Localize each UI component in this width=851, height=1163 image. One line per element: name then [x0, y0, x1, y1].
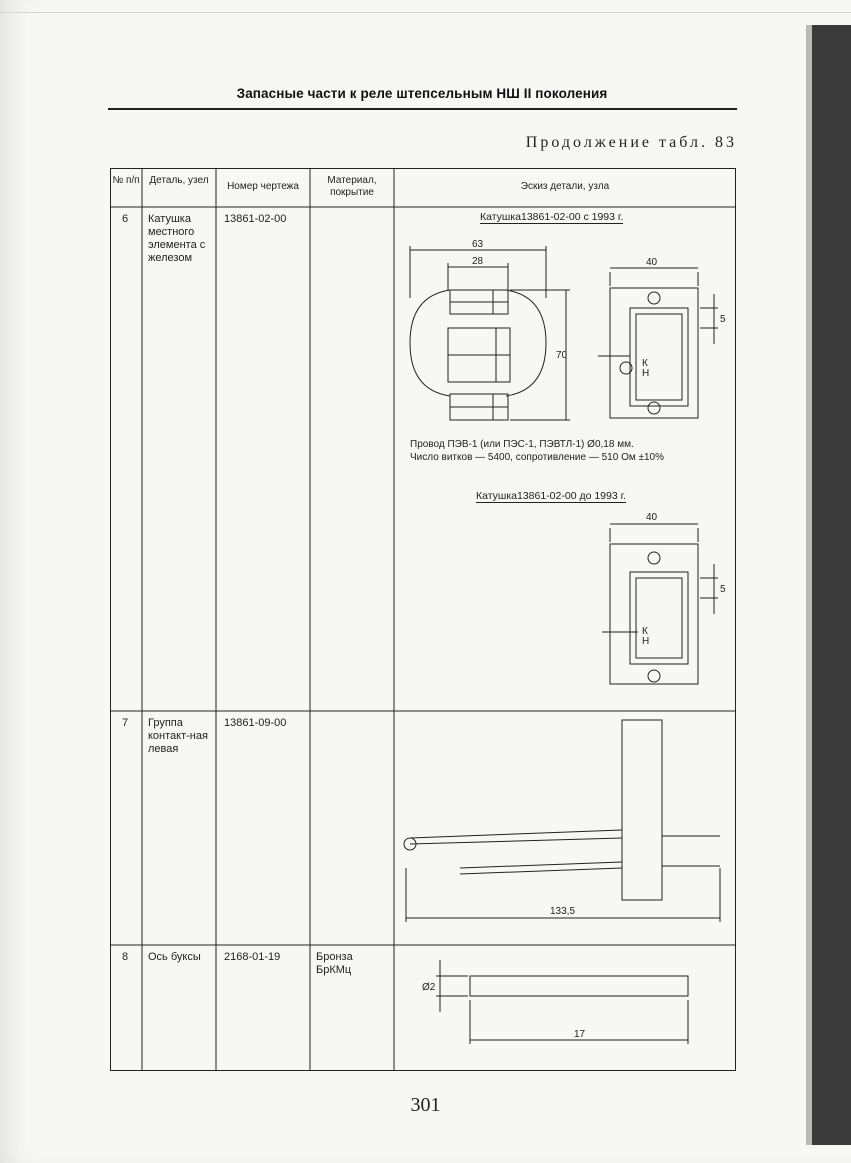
column-header-material: Материал, покрытие: [327, 175, 377, 198]
header-rule: [108, 108, 737, 110]
coil-wire-note: Провод ПЭВ-1 (или ПЭС-1, ПЭВТЛ-1) Ø0,18 мм.: [410, 439, 634, 450]
dim-d2: Ø2: [422, 982, 436, 993]
row-6-number: 6: [122, 213, 129, 225]
scan-top-edge: [0, 12, 851, 13]
mark-k-bottom: К: [642, 626, 648, 637]
dim-5-top: 5: [720, 314, 726, 325]
coil-turns-note: Число витков — 5400, сопротивление — 510 Ом ±10%: [410, 452, 664, 463]
dim-28: 28: [472, 256, 484, 267]
dim-17: 17: [574, 1029, 586, 1040]
mark-n-bottom: Н: [642, 636, 650, 647]
dim-5-bottom: 5: [720, 584, 726, 595]
dim-40-bottom: 40: [646, 512, 658, 523]
row-8-material: Бронза БрКМц: [316, 951, 353, 976]
spare-parts-table: [110, 168, 736, 1071]
coil-title-since-1993: Катушка13861-02-00 с 1993 г.: [480, 211, 624, 223]
table-continuation-label: Продолжение табл. 83: [525, 134, 737, 151]
dim-133-5: 133,5: [550, 906, 576, 917]
mark-n-top: Н: [642, 368, 650, 379]
row-8-drawing: 2168-01-19: [224, 951, 281, 963]
column-header-number: № п/п: [112, 175, 140, 186]
row-7-number: 7: [122, 717, 129, 729]
row-6-part: Катушка местного элемента с железом: [148, 213, 206, 264]
column-header-sketch: Эскиз детали, узла: [520, 181, 610, 192]
table-grid: [110, 168, 736, 1071]
row-6-drawing: 13861-02-00: [224, 213, 287, 225]
row-7-part: Группа контакт-ная левая: [148, 717, 208, 755]
column-header-drawing: Номер чертежа: [227, 181, 299, 192]
page-number: 301: [410, 1094, 441, 1116]
row-8-part: Ось буксы: [148, 951, 201, 963]
page-header-title: Запасные части к реле штепсельным НШ II поколения: [236, 86, 608, 101]
dim-63: 63: [472, 239, 484, 250]
scan-binding-edge: [812, 25, 851, 1145]
mark-k-top: К: [642, 358, 648, 369]
column-header-part: Деталь, узел: [149, 175, 209, 186]
row-7-drawing: 13861-09-00: [224, 717, 287, 729]
coil-title-before-1993: Катушка13861-02-00 до 1993 г.: [476, 490, 627, 502]
dim-70: 70: [556, 350, 568, 361]
dim-40-top: 40: [646, 257, 658, 268]
row-8-number: 8: [122, 951, 129, 963]
